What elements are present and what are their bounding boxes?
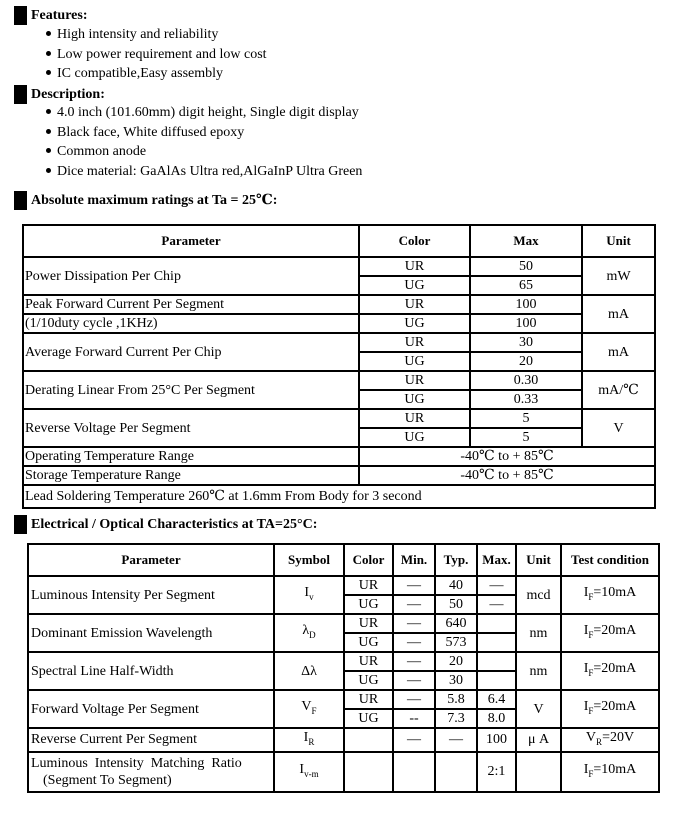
header-unit: Unit <box>582 225 655 257</box>
color-cell <box>344 728 393 752</box>
typ-cell: 30 <box>435 671 477 690</box>
table-header-row <box>28 544 659 576</box>
table-header-row <box>23 225 655 257</box>
header-min: Min. <box>393 544 435 576</box>
features-list <box>46 25 267 84</box>
test-cell: $I_F=10mA$ <box>561 576 659 614</box>
unit-cell: mA/℃ <box>582 371 655 409</box>
param-cell: Luminous Intensity Matching Ratio (Segment To Segment) <box>28 752 274 792</box>
max-cell: 2:1 <box>477 752 516 792</box>
table-row <box>23 447 655 466</box>
unit-cell <box>516 752 561 792</box>
color-cell: UG <box>359 390 470 409</box>
max-cell <box>477 671 516 690</box>
header-test-condition: Test condition <box>561 544 659 576</box>
section-marker-icon <box>14 191 27 210</box>
bullet-icon <box>46 70 51 75</box>
max-cell: 0.30 <box>470 371 582 390</box>
list-item: IC compatible,Easy assembly <box>46 64 267 84</box>
symbol-cell: Δλ <box>274 652 344 690</box>
color-cell: UR <box>344 614 393 633</box>
table-row <box>23 466 655 485</box>
max-cell: 65 <box>470 276 582 295</box>
unit-cell: V <box>516 690 561 728</box>
header-max: Max <box>470 225 582 257</box>
max-cell: 30 <box>470 333 582 352</box>
list-item: Black face, White diffused epoxy <box>46 123 362 143</box>
features-heading: Features: <box>14 6 88 25</box>
param-cell: Operating Temperature Range <box>23 447 359 466</box>
max-cell <box>477 652 516 671</box>
table-row <box>28 576 659 595</box>
max-cell: 50 <box>470 257 582 276</box>
table-row <box>23 314 655 333</box>
typ-cell: 40 <box>435 576 477 595</box>
max-cell: 0.33 <box>470 390 582 409</box>
unit-cell: mA <box>582 295 655 333</box>
description-list <box>46 103 362 181</box>
min-cell: — <box>393 576 435 595</box>
typ-cell: — <box>435 728 477 752</box>
bullet-icon <box>46 168 51 173</box>
header-parameter: Parameter <box>23 225 359 257</box>
table-row <box>28 752 659 792</box>
typ-cell: 50 <box>435 595 477 614</box>
description-heading: Description: <box>14 85 105 104</box>
test-cell: $I_F=20mA$ <box>561 614 659 652</box>
color-cell: UR <box>344 652 393 671</box>
unit-cell: μ A <box>516 728 561 752</box>
color-cell: UR <box>359 371 470 390</box>
color-cell: UG <box>359 276 470 295</box>
header-unit: Unit <box>516 544 561 576</box>
min-cell <box>393 752 435 792</box>
section-marker-icon <box>14 85 27 104</box>
max-cell: — <box>477 576 516 595</box>
absolute-max-ratings-table <box>22 224 656 509</box>
table-row <box>28 728 659 752</box>
color-cell: UG <box>359 352 470 371</box>
test-cell: $I_F=10mA$ <box>561 752 659 792</box>
max-cell: 5 <box>470 428 582 447</box>
max-cell: 100 <box>470 314 582 333</box>
color-cell: UR <box>344 690 393 709</box>
max-cell <box>477 614 516 633</box>
bullet-icon <box>46 148 51 153</box>
min-cell: — <box>393 652 435 671</box>
symbol-cell: $V_F$ <box>274 690 344 728</box>
color-cell: UG <box>344 633 393 652</box>
param-cell: Power Dissipation Per Chip <box>23 257 359 295</box>
typ-cell: 20 <box>435 652 477 671</box>
symbol-cell: $I_R$ <box>274 728 344 752</box>
test-cell: $I_F=20mA$ <box>561 690 659 728</box>
list-item: High intensity and reliability <box>46 25 267 45</box>
typ-cell: 7.3 <box>435 709 477 728</box>
symbol-cell: $I_v$ <box>274 576 344 614</box>
color-cell: UR <box>359 333 470 352</box>
table-row <box>23 333 655 352</box>
color-cell: UR <box>344 576 393 595</box>
max-cell <box>477 633 516 652</box>
list-item: Dice material: GaAlAs Ultra red,AlGaInP Ultra Green <box>46 162 362 182</box>
param-cell: Reverse Current Per Segment <box>28 728 274 752</box>
table-row <box>28 652 659 671</box>
table-row <box>23 257 655 276</box>
color-cell: UG <box>344 709 393 728</box>
param-cell: Storage Temperature Range <box>23 466 359 485</box>
unit-cell: mW <box>582 257 655 295</box>
unit-cell: nm <box>516 652 561 690</box>
bullet-icon <box>46 31 51 36</box>
test-cell: $V_R=20V$ <box>561 728 659 752</box>
unit-cell: mA <box>582 333 655 371</box>
max-cell: 20 <box>470 352 582 371</box>
typ-cell: 640 <box>435 614 477 633</box>
min-cell: — <box>393 633 435 652</box>
header-parameter: Parameter <box>28 544 274 576</box>
unit-cell: V <box>582 409 655 447</box>
header-typ: Typ. <box>435 544 477 576</box>
max-cell: 6.4 <box>477 690 516 709</box>
color-cell <box>344 752 393 792</box>
temp-range-cell: -40℃ to + 85℃ <box>359 466 655 485</box>
header-max: Max. <box>477 544 516 576</box>
max-cell: 100 <box>477 728 516 752</box>
color-cell: UR <box>359 295 470 314</box>
header-color: Color <box>359 225 470 257</box>
symbol-cell: $I_{v-m}$ <box>274 752 344 792</box>
soldering-cell: Lead Soldering Temperature 260℃ at 1.6mm From Body for 3 second <box>23 485 655 508</box>
color-cell: UR <box>359 257 470 276</box>
min-cell: — <box>393 671 435 690</box>
min-cell: — <box>393 690 435 709</box>
section-marker-icon <box>14 6 27 25</box>
param-cell: Derating Linear From 25°C Per Segment <box>23 371 359 409</box>
table-row <box>23 295 655 314</box>
table-row <box>23 485 655 508</box>
list-item: Common anode <box>46 142 362 162</box>
param-cell: Forward Voltage Per Segment <box>28 690 274 728</box>
eoc-heading: Electrical / Optical Characteristics at TA=25°C: <box>14 515 317 534</box>
min-cell: — <box>393 614 435 633</box>
param-cell: (1/10duty cycle ,1KHz) <box>23 314 359 333</box>
table-row <box>23 371 655 390</box>
section-marker-icon <box>14 515 27 534</box>
color-cell: UR <box>359 409 470 428</box>
table-row <box>23 409 655 428</box>
max-cell: 100 <box>470 295 582 314</box>
bullet-icon <box>46 129 51 134</box>
min-cell: -- <box>393 709 435 728</box>
param-cell: Peak Forward Current Per Segment <box>23 295 359 314</box>
bullet-icon <box>46 51 51 56</box>
max-cell: 8.0 <box>477 709 516 728</box>
color-cell: UG <box>359 314 470 333</box>
param-cell: Average Forward Current Per Chip <box>23 333 359 371</box>
unit-cell: mcd <box>516 576 561 614</box>
electrical-optical-table <box>27 543 660 793</box>
param-cell: Dominant Emission Wavelength <box>28 614 274 652</box>
color-cell: UG <box>344 595 393 614</box>
header-color: Color <box>344 544 393 576</box>
typ-cell: 573 <box>435 633 477 652</box>
unit-cell: nm <box>516 614 561 652</box>
temp-range-cell: -40℃ to + 85℃ <box>359 447 655 466</box>
list-item: 4.0 inch (101.60mm) digit height, Single digit display <box>46 103 362 123</box>
list-item: Low power requirement and low cost <box>46 45 267 65</box>
min-cell: — <box>393 728 435 752</box>
color-cell: UG <box>344 671 393 690</box>
test-cell: $I_F=20mA$ <box>561 652 659 690</box>
max-cell: — <box>477 595 516 614</box>
param-cell: Reverse Voltage Per Segment <box>23 409 359 447</box>
param-cell: Luminous Intensity Per Segment <box>28 576 274 614</box>
typ-cell <box>435 752 477 792</box>
table-row <box>28 614 659 633</box>
min-cell: — <box>393 595 435 614</box>
color-cell: UG <box>359 428 470 447</box>
amr-heading: Absolute maximum ratings at Ta = 25℃: <box>14 191 277 210</box>
typ-cell: 5.8 <box>435 690 477 709</box>
max-cell: 5 <box>470 409 582 428</box>
param-cell: Spectral Line Half-Width <box>28 652 274 690</box>
symbol-cell: $\lambda_D$ <box>274 614 344 652</box>
bullet-icon <box>46 109 51 114</box>
table-row <box>28 690 659 709</box>
header-symbol: Symbol <box>274 544 344 576</box>
